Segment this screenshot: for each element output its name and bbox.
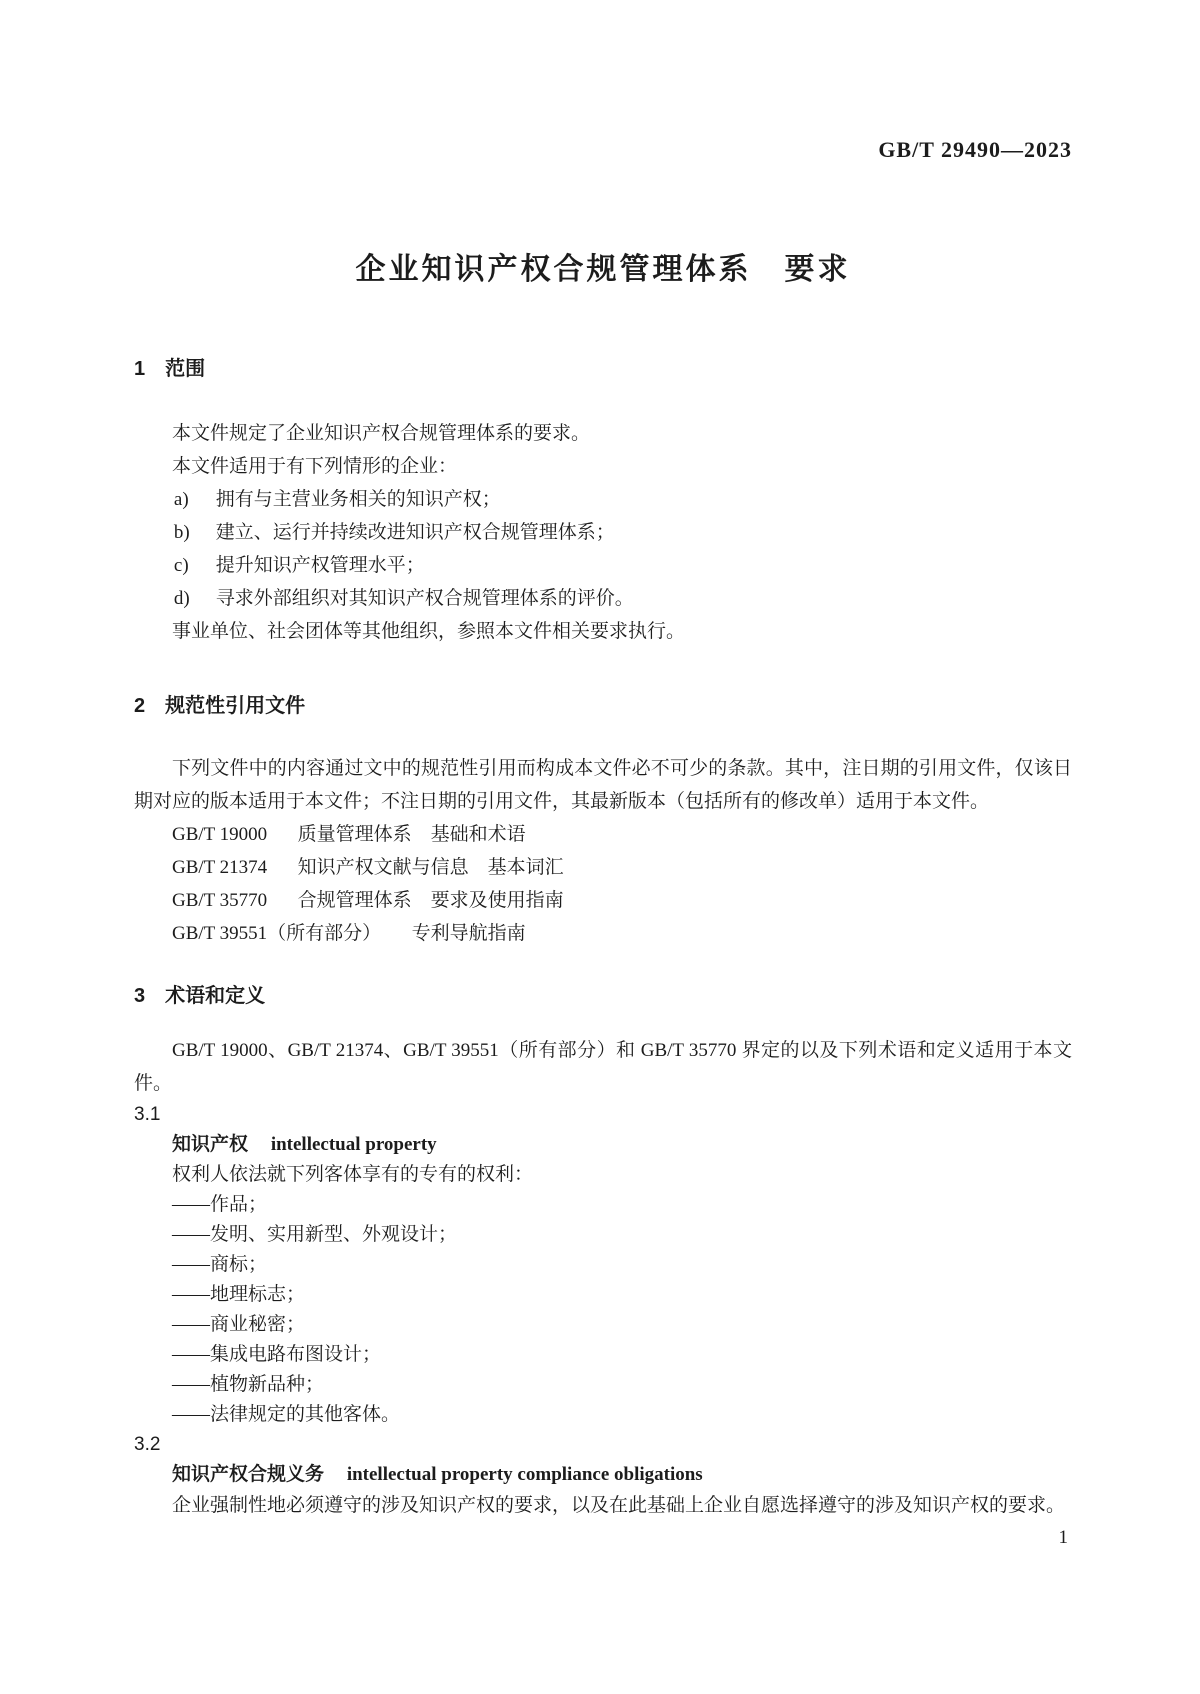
term-3-1-zh: 知识产权 [172, 1134, 249, 1155]
scope-paragraph-3: 事业单位、社会团体等其他组织，参照本文件相关要求执行。 [172, 621, 686, 642]
doc-header [134, 138, 1072, 165]
ip-object-item-7: ——植物新品种； [172, 1374, 325, 1395]
list-label-b: b) [173, 522, 190, 543]
scope-list-item-d [174, 582, 1072, 615]
ip-object-item-4: ——地理标志； [172, 1284, 306, 1305]
doc-title: 企业知识产权合规管理体系 要求 [355, 253, 851, 286]
section-1-heading [134, 355, 1072, 383]
reference-code-3: GB/T 35770 [172, 890, 268, 911]
normative-intro: 下列文件中的内容通过文中的规范性引用而构成本文件必不可少的条款。其中，注日期的引用文件，仅该日期对应的版本适用于本文件；不注日期的引用文件，其最新版本（包括所有的修改单）适用于本文件。 [134, 758, 1072, 812]
section-2-number: 2 [134, 695, 146, 717]
ip-object-item-2: ——发明、实用新型、外观设计； [172, 1224, 458, 1245]
ip-object-item-1: ——作品； [172, 1194, 268, 1215]
scope-list-item-b [174, 516, 1072, 549]
list-label-a: a) [173, 489, 189, 510]
page-number: 1 [1058, 1527, 1068, 1548]
reference-title-1: 质量管理体系 基础和术语 [297, 824, 526, 845]
term-3-1-number: 3.1 [134, 1104, 161, 1125]
reference-title-4: 专利导航指南 [411, 923, 526, 944]
section-2-body [134, 752, 1072, 950]
section-2-heading [134, 692, 1072, 720]
term-3-1 [134, 1100, 1072, 1430]
normative-reference-1 [172, 818, 1072, 851]
page-footer [134, 1527, 1072, 1549]
section-terms-definitions [134, 982, 1072, 1521]
list-text-b: 建立、运行并持续改进知识产权合规管理体系； [215, 522, 615, 543]
term-3-2-number: 3.2 [134, 1434, 161, 1455]
scope-list-item-a [174, 483, 1072, 516]
ip-object-item-3: ——商标； [172, 1254, 268, 1275]
term-3-2-head [134, 1460, 1072, 1490]
list-label-c: c) [173, 555, 189, 576]
list-text-d: 寻求外部组织对其知识产权合规管理体系的评价。 [215, 588, 634, 609]
term-3-1-definition: 权利人依法就下列客体享有的专有的权利： [172, 1164, 534, 1185]
reference-code-2: GB/T 21374 [172, 857, 268, 878]
doc-number: GB/T 29490—2023 [878, 137, 1072, 162]
section-1-number: 1 [134, 358, 146, 380]
term-3-2-definition: 企业强制性地必须遵守的涉及知识产权的要求，以及在此基础上企业自愿选择遵守的涉及知识产权的要求。 [172, 1495, 1066, 1516]
section-scope [134, 355, 1072, 648]
section-1-title: 范围 [165, 358, 206, 380]
ip-object-item-6: ——集成电路布图设计； [172, 1344, 382, 1365]
ip-object-item-8: ——法律规定的其他客体。 [172, 1404, 401, 1425]
list-text-c: 提升知识产权管理水平； [215, 555, 425, 576]
section-normative-references [134, 692, 1072, 950]
list-label-d: d) [173, 588, 190, 609]
term-3-2-zh: 知识产权合规义务 [172, 1464, 325, 1485]
reference-code-1: GB/T 19000 [172, 824, 268, 845]
ip-object-item-5: ——商业秘密； [172, 1314, 306, 1335]
scope-paragraph-1: 本文件规定了企业知识产权合规管理体系的要求。 [172, 423, 591, 444]
scope-list-item-c [174, 549, 1072, 582]
section-3-number: 3 [134, 985, 146, 1007]
scope-paragraph-2: 本文件适用于有下列情形的企业： [172, 456, 458, 477]
term-3-2 [134, 1430, 1072, 1521]
section-1-body [134, 417, 1072, 648]
list-text-a: 拥有与主营业务相关的知识产权； [215, 489, 501, 510]
term-3-1-head [134, 1130, 1072, 1160]
section-3-heading [134, 982, 1072, 1010]
term-3-1-en: intellectual property [270, 1134, 437, 1155]
normative-reference-3 [172, 884, 1072, 917]
terms-intro: GB/T 19000、GB/T 21374、GB/T 39551（所有部分）和 GB/T 35770 界定的以及下列术语和定义适用于本文件。 [134, 1040, 1072, 1094]
section-3-body [134, 1034, 1072, 1521]
reference-code-4: GB/T 39551（所有部分） [172, 923, 382, 944]
normative-reference-2 [172, 851, 1072, 884]
section-2-title: 规范性引用文件 [165, 695, 306, 717]
section-3-title: 术语和定义 [165, 985, 266, 1007]
term-3-2-en: intellectual property compliance obligations [346, 1464, 703, 1485]
reference-title-2: 知识产权文献与信息 基本词汇 [297, 857, 564, 878]
reference-title-3: 合规管理体系 要求及使用指南 [297, 890, 564, 911]
normative-reference-4 [172, 917, 1072, 950]
